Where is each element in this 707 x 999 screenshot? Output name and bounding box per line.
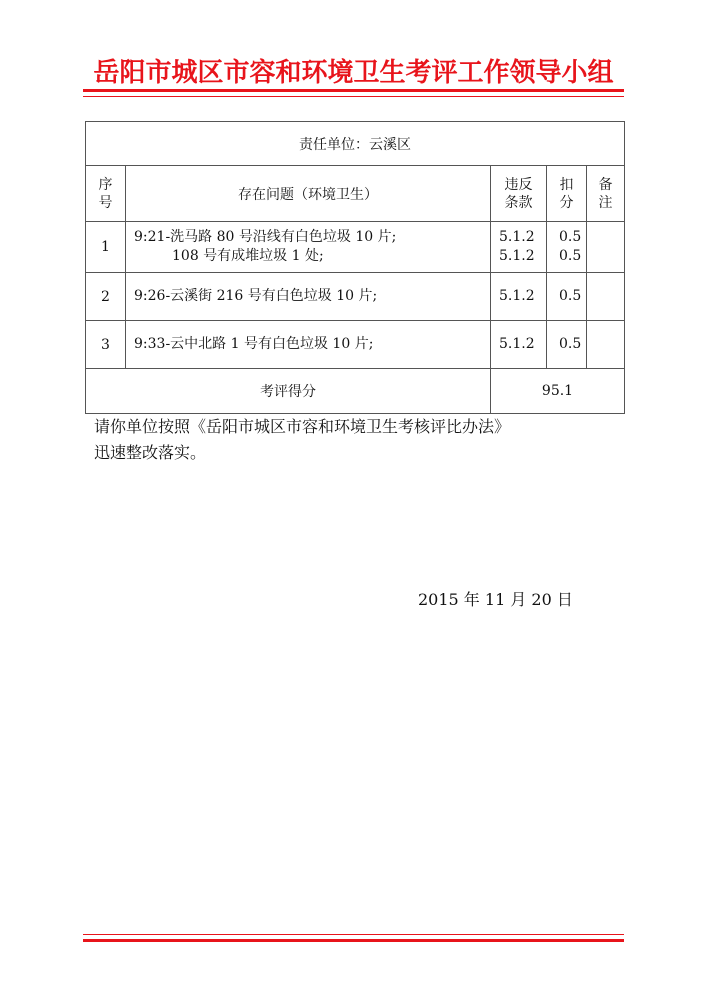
score-label: 考评得分 [86, 369, 491, 414]
row-remark [587, 273, 625, 321]
header-rule-thick [83, 89, 624, 92]
row-deduction: 0.5 0.5 [547, 222, 587, 273]
row-remark [587, 321, 625, 369]
header-rule-thin [83, 96, 624, 97]
document-title: 岳阳市城区市容和环境卫生考评工作领导小组 [93, 58, 614, 88]
issue-date: 2015 年 11 月 20 日 [418, 590, 573, 609]
row-deduction: 0.5 [547, 321, 587, 369]
footer-rule-thin [83, 934, 624, 935]
evaluation-table [85, 121, 625, 414]
header-remark: 备 注 [587, 166, 625, 222]
row-issue: 9:33-云中北路 1 号有白色垃圾 10 片; [126, 321, 491, 369]
row-deduction: 0.5 [547, 273, 587, 321]
row-seq: 2 [86, 273, 126, 321]
row-remark [587, 222, 625, 273]
table-row [86, 321, 625, 369]
row-clause: 5.1.2 [491, 321, 547, 369]
footer-rule-thick [83, 939, 624, 942]
score-value: 95.1 [491, 369, 625, 414]
header-issue: 存在问题（环境卫生） [126, 166, 491, 222]
header-clause: 违反 条款 [491, 166, 547, 222]
row-issue: 9:21-洗马路 80 号沿线有白色垃圾 10 片; 108 号有成堆垃圾 1 处; [126, 222, 491, 273]
row-clause: 5.1.2 5.1.2 [491, 222, 547, 273]
responsible-unit: 责任单位：云溪区 [86, 122, 625, 166]
table-row [86, 222, 625, 273]
notice-text: 请你单位按照《岳阳市城区市容和环境卫生考核评比办法》 迅速整改落实。 [94, 417, 511, 462]
row-seq: 1 [86, 222, 126, 273]
table-row [86, 273, 625, 321]
header-seq: 序 号 [86, 166, 126, 222]
header-deduction: 扣 分 [547, 166, 587, 222]
row-issue: 9:26-云溪街 216 号有白色垃圾 10 片; [126, 273, 491, 321]
row-seq: 3 [86, 321, 126, 369]
row-clause: 5.1.2 [491, 273, 547, 321]
